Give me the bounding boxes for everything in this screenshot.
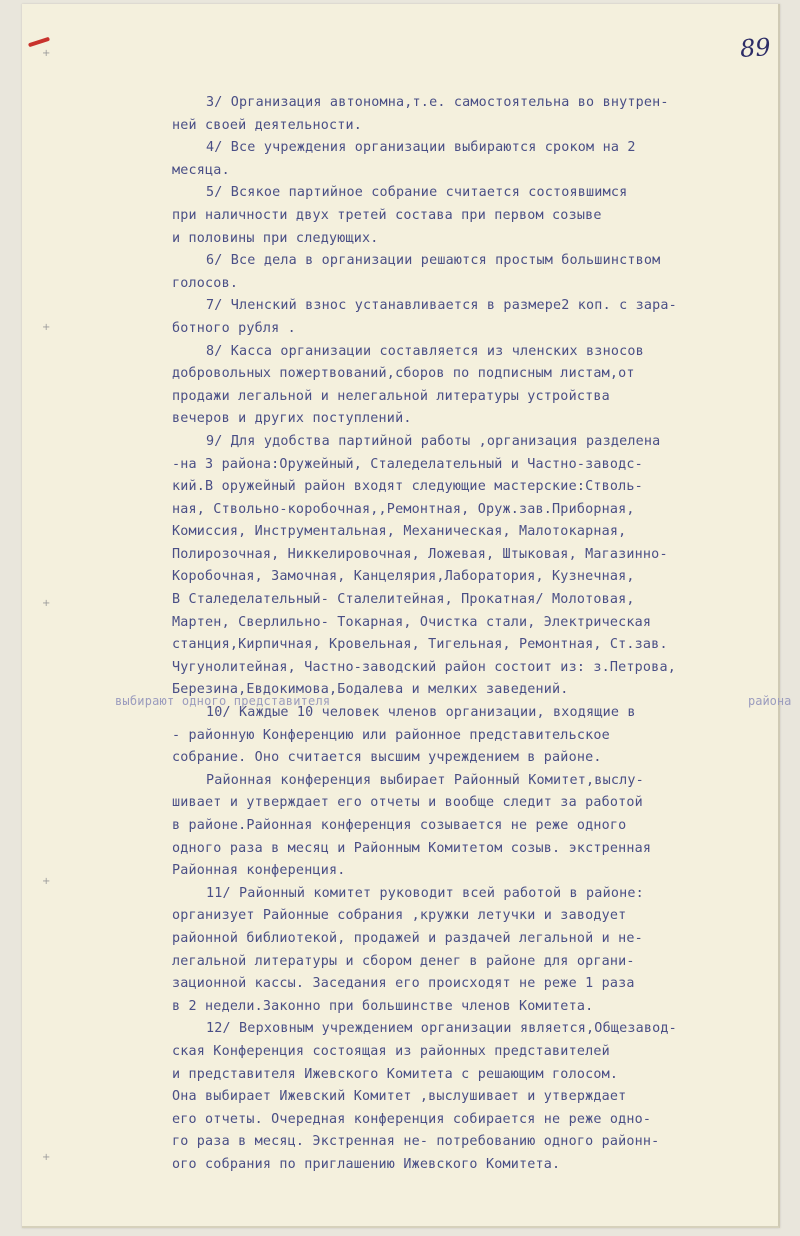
page-number: 89 — [739, 32, 772, 64]
text-line: собрание. Оно считается высшим учреждением в районе. — [172, 750, 602, 766]
text-line: шивает и утверждает его отчеты и вообще следит за работой — [172, 795, 643, 811]
text-line: Районная конференция. — [172, 863, 346, 879]
text-line: голосов. — [172, 275, 239, 291]
text-line: месяца. — [172, 162, 230, 178]
text-line: Районная конференция выбирает Районный Комитет,выслу- — [206, 772, 644, 788]
text-line: 6/ Все дела в организации решаются простым большинством — [206, 253, 661, 269]
margin-cross-mark: + — [42, 598, 51, 609]
text-line: районной библиотекой, продажей и раздачей легальной и не- — [172, 930, 643, 946]
text-line: ней своей деятельности. — [172, 117, 363, 133]
text-line: 5/ Всякое партийное собрание считается состоявшимся — [206, 185, 628, 201]
text-line: легальной литературы и сбором денег в районе для органи- — [172, 953, 635, 969]
text-line: в 2 недели.Законно при большинстве членов Комитета. — [172, 998, 594, 1014]
text-line: ная, Ствольно-коробочная,,Ремонтная, Оруж.зав.Приборная, — [172, 501, 635, 517]
faded-overlay-text: выбирают одного представителя — [115, 694, 331, 708]
text-line: кий.В оружейный район входят следующие мастерские:Стволь- — [172, 479, 643, 495]
text-line: -на 3 района:Оружейный, Сталеделательный и Частно-заводс- — [172, 456, 643, 472]
text-line: 11/ Районный комитет руководит всей работой в районе: — [206, 885, 644, 901]
faded-overlay-text-right: района — [748, 694, 792, 708]
text-line: добровольных пожертвований,сборов по подписным листам,от — [172, 366, 635, 382]
typed-text-body — [172, 92, 792, 1177]
text-line: его отчеты. Очередная конференция собирается не реже одно- — [172, 1111, 652, 1127]
text-line: Коробочная, Замочная, Канцелярия,Лаборатория, Кузнечная, — [172, 569, 635, 585]
text-line: ботного рубля . — [172, 320, 296, 336]
text-line: 8/ Касса организации составляется из членских взносов — [206, 343, 644, 359]
text-line: одного раза в месяц и Районным Комитетом созыв. экстренная — [172, 840, 652, 856]
text-line: станция,Кирпичная, Кровельная, Тигельная, Ремонтная, Ст.зав. — [172, 637, 668, 653]
text-line: Мартен, Сверлильно- Токарная, Очистка стали, Электрическая — [172, 614, 652, 630]
text-line: 7/ Членский взнос устанавливается в размере2 коп. с зара- — [206, 298, 677, 314]
text-line: 4/ Все учреждения организации выбираются сроком на 2 — [206, 140, 636, 156]
text-line: вечеров и других поступлений. — [172, 411, 412, 427]
text-line: и представителя Ижевского Комитета с решающим голосом. — [172, 1066, 619, 1082]
text-line: 10/ Каждые 10 человек членов организации, входящие в — [206, 705, 636, 721]
text-line: Полирозочная, Никкелировочная, Ложевая, Штыковая, Магазинно- — [172, 546, 668, 562]
text-line: 3/ Организация автономна,т.е. самостоятельна во внутрен- — [206, 95, 669, 110]
text-line: Комиссия, Инструментальная, Механическая, Малотокарная, — [172, 524, 627, 540]
text-line: Березина,Евдокимова,Бодалева и мелких заведений. — [172, 682, 569, 698]
text-line: - районную Конференцию или районное представительское — [172, 727, 610, 743]
text-line: ская Конференция состоящая из районных представителей — [172, 1043, 610, 1059]
text-line: Она выбирает Ижевский Комитет ,выслушивает и утверждает — [172, 1089, 627, 1105]
text-line: и половины при следующих. — [172, 230, 379, 246]
text-line: зационной кассы. Заседания его происходят не реже 1 раза — [172, 976, 635, 992]
text-line: в районе.Районная конференция созывается не реже одного — [172, 818, 627, 833]
margin-cross-mark: + — [42, 876, 51, 887]
red-pencil-mark — [28, 37, 50, 48]
margin-cross-mark: + — [42, 1152, 51, 1163]
text-line: при наличности двух третей состава при первом созыве — [172, 207, 602, 223]
text-line: организует Районные собрания ,кружки летучки и заводует — [172, 908, 627, 924]
text-line: 12/ Верховным учреждением организации является,Общезавод- — [206, 1021, 677, 1037]
document-page — [22, 4, 792, 1228]
margin-cross-mark: + — [42, 322, 51, 333]
text-line: го раза в месяц. Экстренная не- потребованию одного районн- — [172, 1134, 660, 1150]
text-line: ого собрания по приглашению Ижевского Комитета. — [172, 1156, 561, 1172]
text-line: 9/ Для удобства партийной работы ,организация разделена — [206, 433, 661, 449]
text-line: В Сталеделательный- Сталелитейная, Прокатная/ Молотовая, — [172, 592, 635, 608]
text-line: Чугунолитейная, Частно-заводский район состоит из: з.Петрова, — [172, 659, 676, 675]
margin-cross-mark: + — [42, 48, 51, 59]
text-line: продажи легальной и нелегальной литературы устройства — [172, 388, 610, 404]
